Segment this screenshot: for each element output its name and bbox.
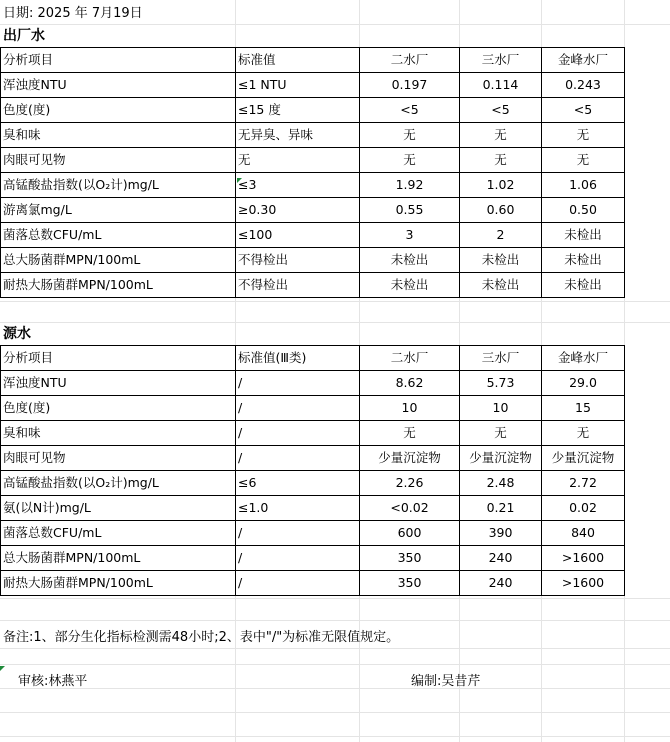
table-cell[interactable]: 总大肠菌群MPN/100mL bbox=[1, 546, 236, 571]
table-cell[interactable]: 耐热大肠菌群MPN/100mL bbox=[1, 571, 236, 596]
table-row bbox=[1, 273, 625, 298]
table-row bbox=[1, 571, 625, 596]
table-cell[interactable]: 无 bbox=[542, 148, 625, 173]
table-cell[interactable]: 无 bbox=[360, 123, 460, 148]
table-cell[interactable]: 臭和味 bbox=[1, 421, 236, 446]
table-cell[interactable]: / bbox=[236, 521, 360, 546]
column-header[interactable]: 分析项目 bbox=[1, 346, 236, 371]
table-row bbox=[1, 73, 625, 98]
table-cell[interactable]: 5.73 bbox=[460, 371, 542, 396]
table-cell[interactable]: 1.06 bbox=[542, 173, 625, 198]
table-cell[interactable]: 29.0 bbox=[542, 371, 625, 396]
table-cell[interactable]: 无 bbox=[360, 421, 460, 446]
table-row bbox=[1, 546, 625, 571]
table-cell[interactable]: 15 bbox=[542, 396, 625, 421]
table-row bbox=[1, 173, 625, 198]
table-cell[interactable]: 未检出 bbox=[542, 273, 625, 298]
table-row bbox=[1, 248, 625, 273]
table-cell[interactable]: 0.243 bbox=[542, 73, 625, 98]
column-header[interactable]: 标准值(Ⅲ类) bbox=[236, 346, 360, 371]
table-cell[interactable]: 0.55 bbox=[360, 198, 460, 223]
table-cell[interactable]: 浑浊度NTU bbox=[1, 73, 236, 98]
table-cell[interactable]: ≤1.0 bbox=[236, 496, 360, 521]
table-cell[interactable]: / bbox=[236, 446, 360, 471]
grid-line bbox=[0, 664, 670, 665]
table-cell[interactable]: >1600 bbox=[542, 571, 625, 596]
grid-line bbox=[0, 736, 670, 737]
table-cell[interactable]: ≥0.30 bbox=[236, 198, 360, 223]
table-cell[interactable]: 10 bbox=[360, 396, 460, 421]
table-cell[interactable]: 无 bbox=[360, 148, 460, 173]
table-cell[interactable]: 0.50 bbox=[542, 198, 625, 223]
table-row bbox=[1, 198, 625, 223]
table-cell[interactable]: 少量沉淀物 bbox=[360, 446, 460, 471]
table-cell[interactable]: 浑浊度NTU bbox=[1, 371, 236, 396]
column-header[interactable]: 二水厂 bbox=[360, 48, 460, 73]
table-cell[interactable]: >1600 bbox=[542, 546, 625, 571]
table-cell[interactable]: 未检出 bbox=[542, 248, 625, 273]
grid-line bbox=[0, 301, 670, 302]
table-cell[interactable]: 无异臭、异味 bbox=[236, 123, 360, 148]
table-row bbox=[1, 123, 625, 148]
table-cell[interactable]: ≤6 bbox=[236, 471, 360, 496]
outlet-title: 出厂水 bbox=[3, 28, 45, 44]
column-header[interactable]: 标准值 bbox=[236, 48, 360, 73]
table-cell[interactable]: 600 bbox=[360, 521, 460, 546]
table-cell[interactable]: 350 bbox=[360, 546, 460, 571]
table-cell[interactable]: 8.62 bbox=[360, 371, 460, 396]
table-row bbox=[1, 98, 625, 123]
table-row bbox=[1, 471, 625, 496]
table-cell[interactable]: 240 bbox=[460, 571, 542, 596]
table-cell[interactable]: 菌落总数CFU/mL bbox=[1, 223, 236, 248]
table-cell[interactable]: 少量沉淀物 bbox=[542, 446, 625, 471]
table-cell[interactable]: 2.72 bbox=[542, 471, 625, 496]
table-cell[interactable]: 0.02 bbox=[542, 496, 625, 521]
table-cell[interactable]: 1.92 bbox=[360, 173, 460, 198]
table-row bbox=[1, 396, 625, 421]
reviewer-label: 审核:林燕平 bbox=[18, 674, 88, 689]
cell-comment-marker bbox=[237, 178, 242, 183]
table-cell[interactable]: 840 bbox=[542, 521, 625, 546]
table-cell[interactable]: 肉眼可见物 bbox=[1, 446, 236, 471]
table-cell[interactable]: 不得检出 bbox=[236, 248, 360, 273]
column-header[interactable]: 二水厂 bbox=[360, 346, 460, 371]
table-cell[interactable]: 耐热大肠菌群MPN/100mL bbox=[1, 273, 236, 298]
table-cell[interactable]: 0.21 bbox=[460, 496, 542, 521]
table-cell[interactable]: 0.197 bbox=[360, 73, 460, 98]
remarks-note: 备注:1、部分生化指标检测需48小时;2、表中"/"为标准无限值规定。 bbox=[3, 630, 400, 645]
table-cell[interactable]: 色度(度) bbox=[1, 396, 236, 421]
table-cell[interactable]: / bbox=[236, 371, 360, 396]
grid-line bbox=[0, 688, 670, 689]
grid-line bbox=[0, 598, 670, 599]
date-line: 日期: 2025 年 7月19日 bbox=[3, 6, 143, 21]
grid-line bbox=[0, 322, 670, 323]
table-cell[interactable]: 不得检出 bbox=[236, 273, 360, 298]
table-row bbox=[1, 371, 625, 396]
column-header[interactable]: 分析项目 bbox=[1, 48, 236, 73]
table-cell[interactable]: 未检出 bbox=[460, 273, 542, 298]
table-cell[interactable]: / bbox=[236, 396, 360, 421]
table-row bbox=[1, 446, 625, 471]
table-cell[interactable]: 10 bbox=[460, 396, 542, 421]
outlet-header-row bbox=[1, 48, 625, 73]
table-cell[interactable]: 无 bbox=[460, 421, 542, 446]
table-cell[interactable]: ≤100 bbox=[236, 223, 360, 248]
table-cell[interactable]: ≤15 度 bbox=[236, 98, 360, 123]
table-cell[interactable]: 无 bbox=[460, 123, 542, 148]
table-cell[interactable]: ≤1 NTU bbox=[236, 73, 360, 98]
table-cell[interactable]: 游离氯mg/L bbox=[1, 198, 236, 223]
column-header[interactable]: 三水厂 bbox=[460, 48, 542, 73]
table-cell[interactable]: 无 bbox=[542, 421, 625, 446]
table-cell[interactable]: 色度(度) bbox=[1, 98, 236, 123]
table-cell[interactable]: 1.02 bbox=[460, 173, 542, 198]
table-cell[interactable]: 240 bbox=[460, 546, 542, 571]
table-cell[interactable]: 未检出 bbox=[542, 223, 625, 248]
table-cell[interactable]: 无 bbox=[236, 148, 360, 173]
table-cell[interactable]: 总大肠菌群MPN/100mL bbox=[1, 248, 236, 273]
table-row bbox=[1, 421, 625, 446]
table-cell[interactable]: 无 bbox=[460, 148, 542, 173]
source-title: 源水 bbox=[3, 326, 31, 342]
table-cell[interactable]: 0.114 bbox=[460, 73, 542, 98]
table-cell[interactable]: <0.02 bbox=[360, 496, 460, 521]
cell-comment-marker bbox=[0, 666, 5, 671]
table-cell[interactable]: 无 bbox=[542, 123, 625, 148]
table-cell[interactable]: ≤3 bbox=[236, 173, 360, 198]
table-cell[interactable]: 390 bbox=[460, 521, 542, 546]
table-cell[interactable]: 高锰酸盐指数(以O₂计)mg/L bbox=[1, 471, 236, 496]
table-cell[interactable]: 高锰酸盐指数(以O₂计)mg/L bbox=[1, 173, 236, 198]
column-header[interactable]: 金峰水厂 bbox=[542, 48, 625, 73]
grid-line bbox=[0, 712, 670, 713]
table-cell[interactable]: / bbox=[236, 571, 360, 596]
table-cell[interactable]: 菌落总数CFU/mL bbox=[1, 521, 236, 546]
table-cell[interactable]: / bbox=[236, 546, 360, 571]
grid-line bbox=[0, 620, 670, 621]
table-cell[interactable]: 少量沉淀物 bbox=[460, 446, 542, 471]
table-row bbox=[1, 496, 625, 521]
outlet-water-table bbox=[0, 47, 625, 298]
editor-label: 编制:吴昔芹 bbox=[411, 674, 481, 689]
table-cell[interactable]: 3 bbox=[360, 223, 460, 248]
table-cell[interactable]: 350 bbox=[360, 571, 460, 596]
grid-line bbox=[0, 648, 670, 649]
column-header[interactable]: 三水厂 bbox=[460, 346, 542, 371]
table-cell[interactable]: 臭和味 bbox=[1, 123, 236, 148]
table-cell[interactable]: 未检出 bbox=[460, 248, 542, 273]
table-row bbox=[1, 223, 625, 248]
table-cell[interactable]: 2.48 bbox=[460, 471, 542, 496]
source-water-table bbox=[0, 345, 625, 596]
column-header[interactable]: 金峰水厂 bbox=[542, 346, 625, 371]
table-cell[interactable]: 未检出 bbox=[360, 248, 460, 273]
table-cell[interactable]: 肉眼可见物 bbox=[1, 148, 236, 173]
source-header-row bbox=[1, 346, 625, 371]
table-cell[interactable]: 未检出 bbox=[360, 273, 460, 298]
table-cell[interactable]: <5 bbox=[360, 98, 460, 123]
table-row bbox=[1, 148, 625, 173]
table-cell[interactable]: 氨(以N计)mg/L bbox=[1, 496, 236, 521]
table-cell[interactable]: <5 bbox=[460, 98, 542, 123]
table-cell[interactable]: <5 bbox=[542, 98, 625, 123]
table-cell[interactable]: 2.26 bbox=[360, 471, 460, 496]
table-cell[interactable]: 2 bbox=[460, 223, 542, 248]
table-cell[interactable]: / bbox=[236, 421, 360, 446]
table-cell[interactable]: 0.60 bbox=[460, 198, 542, 223]
table-row bbox=[1, 521, 625, 546]
